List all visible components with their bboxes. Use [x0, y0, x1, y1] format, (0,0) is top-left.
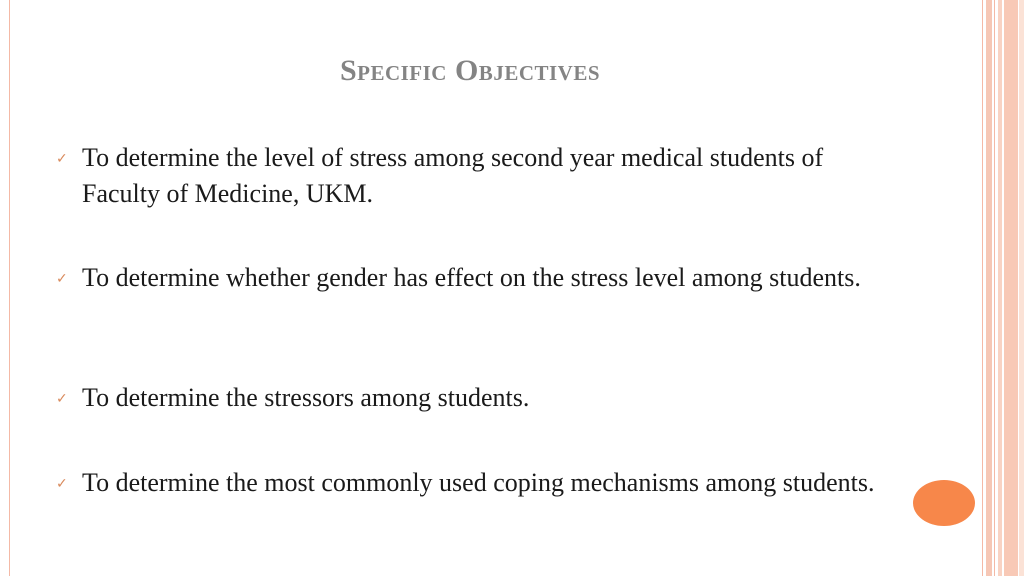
right-decor-stripe	[1019, 0, 1024, 576]
list-item	[56, 140, 906, 212]
accent-dot	[913, 480, 975, 526]
right-decor-stripe	[994, 0, 995, 576]
checkmark-icon: ✓	[56, 476, 68, 492]
list-item	[56, 380, 906, 417]
bullet-text: To determine the stressors among students.	[82, 383, 530, 412]
right-decor-stripe	[986, 0, 992, 576]
slide-title: Specific Objectives	[339, 54, 601, 87]
checkmark-icon: ✓	[56, 391, 68, 407]
right-decor-stripe	[1004, 0, 1018, 576]
checkmark-icon: ✓	[56, 151, 68, 167]
bullet-text: To determine the most commonly used coping mechanisms among students.	[82, 468, 875, 497]
bullet-text: To determine the level of stress among second year medical students of Faculty of Medicine, UKM.	[82, 143, 824, 208]
list-item	[56, 465, 906, 502]
right-decor-stripe	[998, 0, 1002, 576]
checkmark-icon: ✓	[56, 271, 68, 287]
bullet-text: To determine whether gender has effect on the stress level among students.	[82, 263, 861, 292]
list-item	[56, 260, 906, 297]
right-decor-stripe	[982, 0, 983, 576]
